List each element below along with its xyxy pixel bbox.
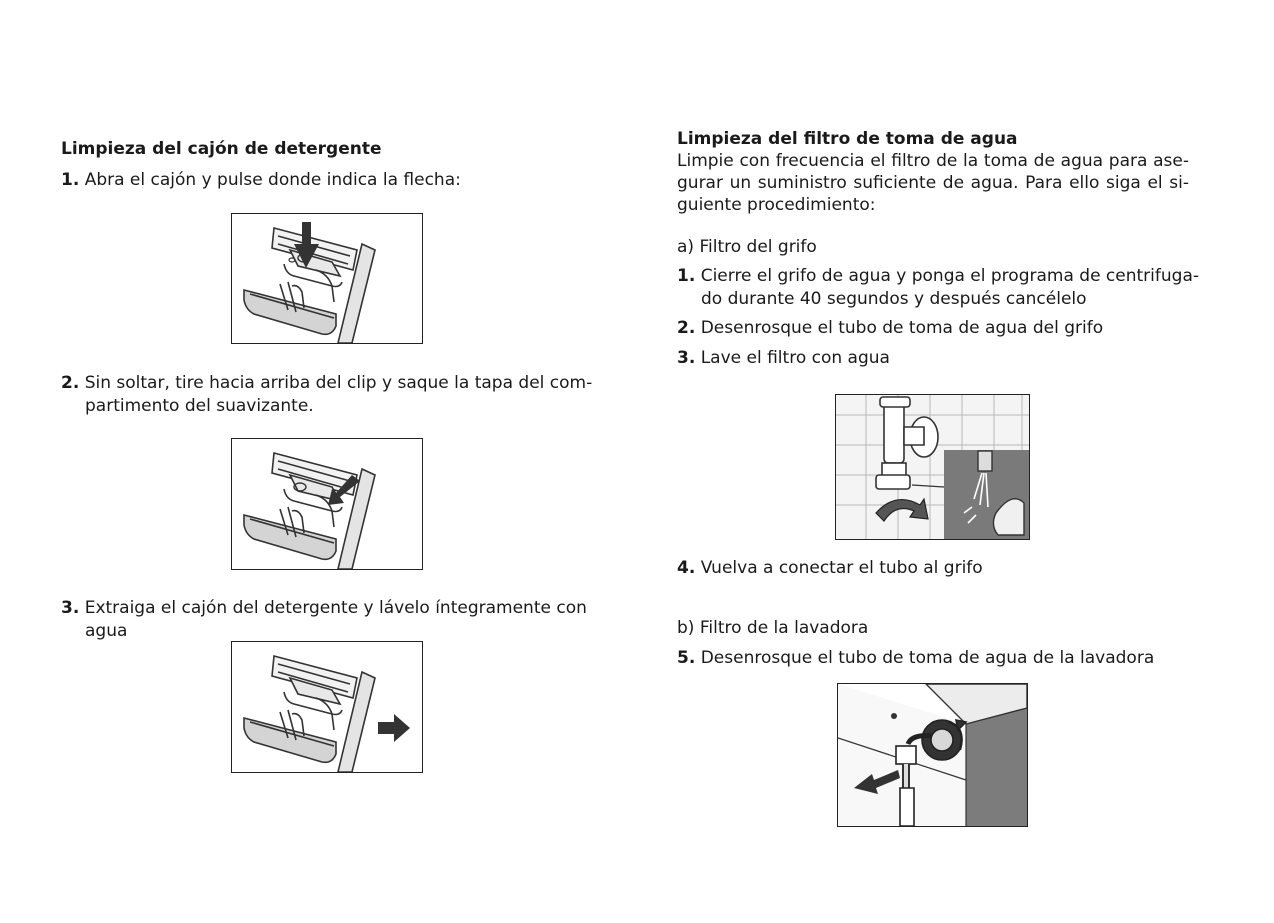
step-text: Extraiga el cajón del detergente y lávelo íntegramente con: [84, 598, 587, 618]
section-a-title: a) Filtro del grifo: [677, 237, 817, 257]
step-number: 1.: [61, 170, 80, 190]
right-step-3: [677, 347, 890, 370]
intro-line: gurar un suministro suficiente de agua. Para ello siga el si-: [677, 173, 1189, 193]
right-step-4: [677, 557, 983, 580]
step-number: 3.: [61, 598, 80, 618]
step-number: 4.: [677, 558, 696, 578]
right-step-5: [677, 647, 1154, 670]
drawer-remove-figure: [231, 641, 423, 773]
intro-paragraph: [677, 150, 1189, 216]
left-step-1: [61, 169, 461, 192]
right-section-title: Limpieza del filtro de toma de agua: [677, 129, 1018, 149]
left-section-title: Limpieza del cajón de detergente: [61, 139, 382, 159]
machine-inlet-figure: [837, 683, 1028, 827]
intro-line: guiente procedimiento:: [677, 195, 876, 215]
step-text-continued: agua: [85, 621, 128, 641]
step-number: 2.: [61, 373, 80, 393]
step-text-continued: partimento del suavizante.: [85, 396, 314, 416]
right-step-1: [677, 265, 1199, 311]
step-number: 5.: [677, 648, 696, 668]
step-text: Vuelva a conectar el tubo al grifo: [700, 558, 983, 578]
step-text: Abra el cajón y pulse donde indica la flecha:: [84, 170, 461, 190]
tap-filter-figure: [835, 394, 1030, 540]
left-step-3: [61, 597, 587, 643]
step-text: Lave el filtro con agua: [700, 348, 890, 368]
section-b-title: b) Filtro de la lavadora: [677, 618, 869, 638]
right-step-2: [677, 317, 1103, 340]
step-text: Sin soltar, tire hacia arriba del clip y saque la tapa del com-: [84, 373, 593, 393]
drawer-press-figure: [231, 213, 423, 344]
step-number: 1.: [677, 266, 696, 286]
left-step-2: [61, 372, 592, 418]
step-text-continued: do durante 40 segundos y después cancélelo: [701, 289, 1087, 309]
step-text: Desenrosque el tubo de toma de agua de la lavadora: [700, 648, 1155, 668]
step-number: 2.: [677, 318, 696, 338]
intro-line: Limpie con frecuencia el filtro de la toma de agua para ase-: [677, 151, 1189, 171]
step-text: Desenrosque el tubo de toma de agua del grifo: [700, 318, 1104, 338]
step-text: Cierre el grifo de agua y ponga el programa de centrifuga-: [700, 266, 1199, 286]
step-number: 3.: [677, 348, 696, 368]
drawer-lift-cap-figure: [231, 438, 423, 570]
